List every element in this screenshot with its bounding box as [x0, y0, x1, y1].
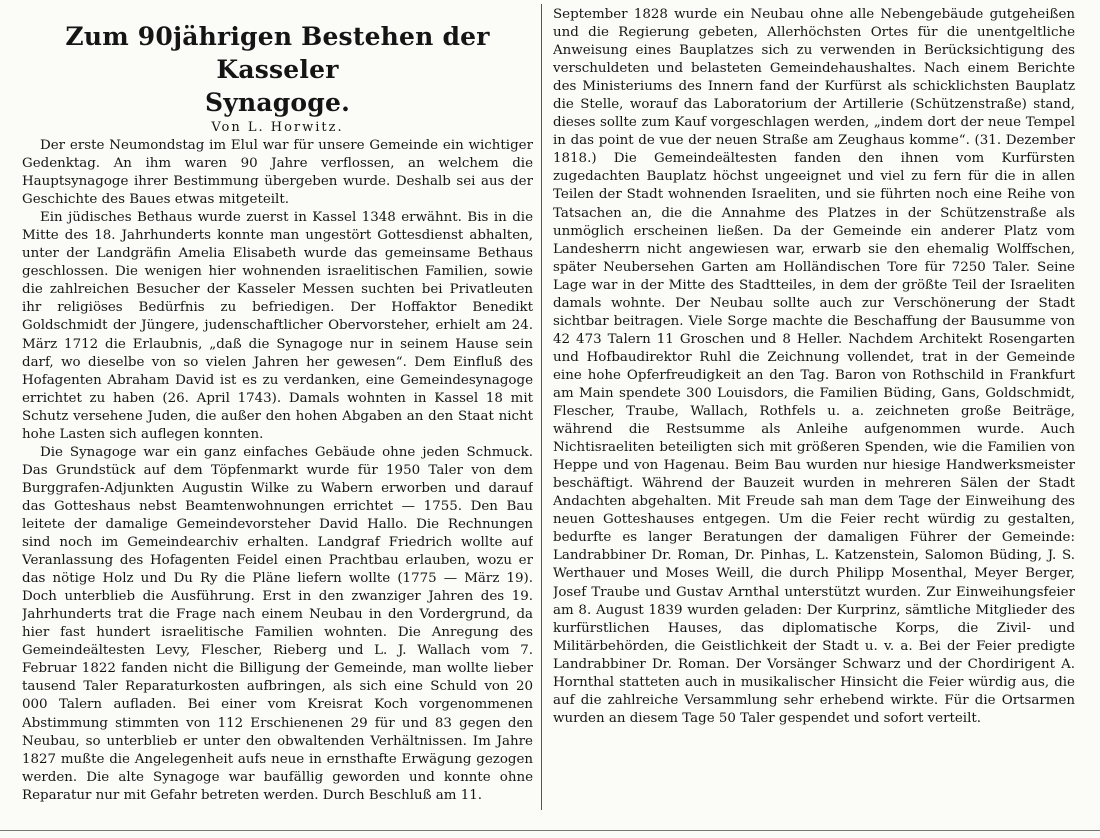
column-divider	[541, 4, 542, 810]
paragraph-3: Die Synagoge war ein ganz einfaches Gebäude ohne jeden Schmuck. Das Grundstück auf dem Töpfenmarkt wurde für 1950 Taler von dem Burggrafen-Adjunkten Augustin Wilke zu Wabern erworben und darauf das Gotteshaus nebst Beamtenwohnungen errichtet — 1755. Den Bau leitete der damalige Gemeindevorsteher David Hallo. Die Rechnungen sind noch im Gemeindearchiv erhalten. Landgraf Friedrich wollte auf Veranlassung des Hofagenten Feidel einen Prachtbau erlauben, wozu er das nötige Holz und Du Ry die Pläne liefern wollte (1775 — März 19). Doch unterblieb die Ausführung. Erst in den zwanziger Jahren des 19. Jahrhunderts trat die Frage nach einem Neubau in den Vordergrund, da hier fast hundert israelitische Familien wohnten. Die Anregung des Gemeindeältesten Levy, Flescher, Rieberg und L. J. Wallach vom 7. Februar 1822 fanden nicht die Billigung der Gemeinde, man wollte lieber tausend Taler Reparaturkosten aufbringen, als sich eine Schuld von 20 000 Talern aufladen. Bei einer vom Kreisrat Koch vorgenommenen Abstimmung stimmten von 112 Erschienenen 29 für und 83 gegen den Neubau, so unterblieb er unter den obwaltenden Verhältnissen. Im Jahre 1827 mußte die Angelegenheit aufs neue in ernsthafte Erwägung gezogen werden. Die alte Synagoge war baufällig geworden und konnte ohne Reparatur nur mit Gefahr betreten werden. Durch Beschluß am 11.	[22, 444, 533, 803]
paragraph-1: Der erste Neumondstag im Elul war für unsere Gemeinde ein wichtiger Gedenktag. An ihm waren 90 Jahre verflossen, an welchem die Hauptsynagoge ihrer Bestimmung übergeben wurde. Deshalb sei aus der Geschichte des Baues etwas mitgeteilt.	[22, 138, 533, 208]
article-byline: Von L. Horwitz.	[211, 120, 344, 135]
paragraph-2: Ein jüdisches Bethaus wurde zuerst in Kassel 1348 erwähnt. Bis in die Mitte des 18. Jahrhunderts konnte man ungestört Gottesdienst abhalten, unter der Landgräfin Amelia Elisabeth wurde das gemeinsame Bethaus geschlossen. Die wenigen hier wohnenden israelitischen Familien, sowie die zahlreichen Besucher der Kasseler Messen suchten bei Privatleuten ihr religiöses Bedürfnis zu befriedigen. Der Hoffaktor Benedikt Goldschmidt der Jüngere, judenschaftlicher Obervorsteher, erhielt am 24. März 1712 die Erlaubnis, „daß die Synagoge nur in seinem Hause sein darf, wo dieselbe von so vielen Jahren her gewesen“. Dem Einfluß des Hofagenten Abraham David ist es zu verdanken, eine Gemeindesynagoge errichtet zu haben (26. April 1743). Damals wohnten in Kassel 18 mit Schutz versehene Juden, die außer den hohen Abgaben an den Staat nicht hohe Lasten sich auflegen konnten.	[22, 210, 533, 442]
paragraph-3-continued: September 1828 wurde ein Neubau ohne alle Nebengebäude gutgeheißen und die Regierung gebeten, Allerhöchsten Ortes für die unentgeltliche Anweisung eines Bauplatzes sich zu verwenden in Berücksichtigung des verschuldeten und belasteten Gemeindehaushaltes. Nach einem Berichte des Ministeriums des Innern fand der Kurfürst als schicklichsten Bauplatz die Stelle, worauf das Laboratorium der Artillerie (Schützenstraße) stand, dieses sollte zum Kauf vorgeschlagen werden, „indem dort der neue Tempel in das point de vue der neuen Straße am Zeughaus komme“. (31. Dezember 1818.) Die Gemeindeältesten fanden den ihnen vom Kurfürsten zugedachten Bauplatz höchst ungeeignet und viel zu fern für die in allen Teilen der Stadt wohnenden Israeliten, und sie führten noch eine Reihe von Tatsachen an, die die Annahme des Platzes in der Schützenstraße als unmöglich erscheinen ließen. Da der Gemeinde ein anderer Platz vom Landesherrn nicht angewiesen war, erwarb sie den ehemalig Wolffschen, später Neubersehen Garten am Holländischen Tore für 7250 Taler. Seine Lage war in der Mitte des Stadtteiles, in dem der größte Teil der Israeliten damals wohnte. Der Neubau sollte auch zur Verschönerung der Stadt sichtbar beitragen. Viele Sorge machte die Beschaffung der Bausumme von 42 473 Talern 11 Groschen und 8 Heller. Nachdem Architekt Rosengarten und Hofbaudirektor Ruhl die Zeichnung vollendet, trat in der Gemeinde eine hohe Opferfreudigkeit an den Tag. Baron von Rothschild in Frankfurt am Main spendete 300 Louisdors, die Familien Büding, Gans, Goldschmidt, Flescher, Traube, Wallach, Rothfels u. a. zeichneten große Beiträge, während die Restsumme als Anleihe aufgenommen wurde. Auch Nichtisraeliten beteiligten sich mit größeren Spenden, wie die Familien von Heppe und von Hagenau. Beim Bau wurden nur hiesige Handwerksmeister beschäftigt. Während der Bauzeit wurden in mehreren Sälen der Stadt Andachten abgehalten. Mit Freude sah man dem Tage der Einweihung des neuen Gotteshauses entgegen. Um die Feier recht würdig zu gestalten, bedurfte es langer Beratungen der damaligen Führer der Gemeinde: Landrabbiner Dr. Roman, Dr. Pinhas, L. Katzenstein, Salomon Büding, J. S. Werthauer und Moses Weill, die durch Philipp Mosenthal, Meyer Berger, Josef Traube und Gustav Arnthal unterstützt wurden. Zur Einweihungsfeier am 8. August 1839 wurden geladen: Der Kurprinz, sämtliche Mitglieder des kurfürstlichen Hauses, das diplomatische Korps, die Zivil- und Militärbehörden, die Geistlichkeit der Stadt u. v. a. Bei der Feier predigte Landrabbiner Dr. Roman. Der Vorsänger Schwarz und der Chordirigent A. Hornthal statteten auch in musikalischer Hinsicht die Feier würdig aus, die auf die zahlreiche Versammlung sehr erhebend wirkte. Für die Ortsarmen wurden an diesem Tage 50 Taler gespendet und sofort verteilt.	[553, 7, 1075, 726]
right-column	[553, 6, 1075, 812]
headline-line-1: Zum 90jährigen Bestehen der Kasseler	[65, 22, 490, 84]
article-headline	[22, 20, 533, 119]
bottom-rule	[0, 830, 1100, 831]
left-column	[22, 6, 533, 812]
headline-line-2: Synagoge.	[204, 88, 350, 117]
